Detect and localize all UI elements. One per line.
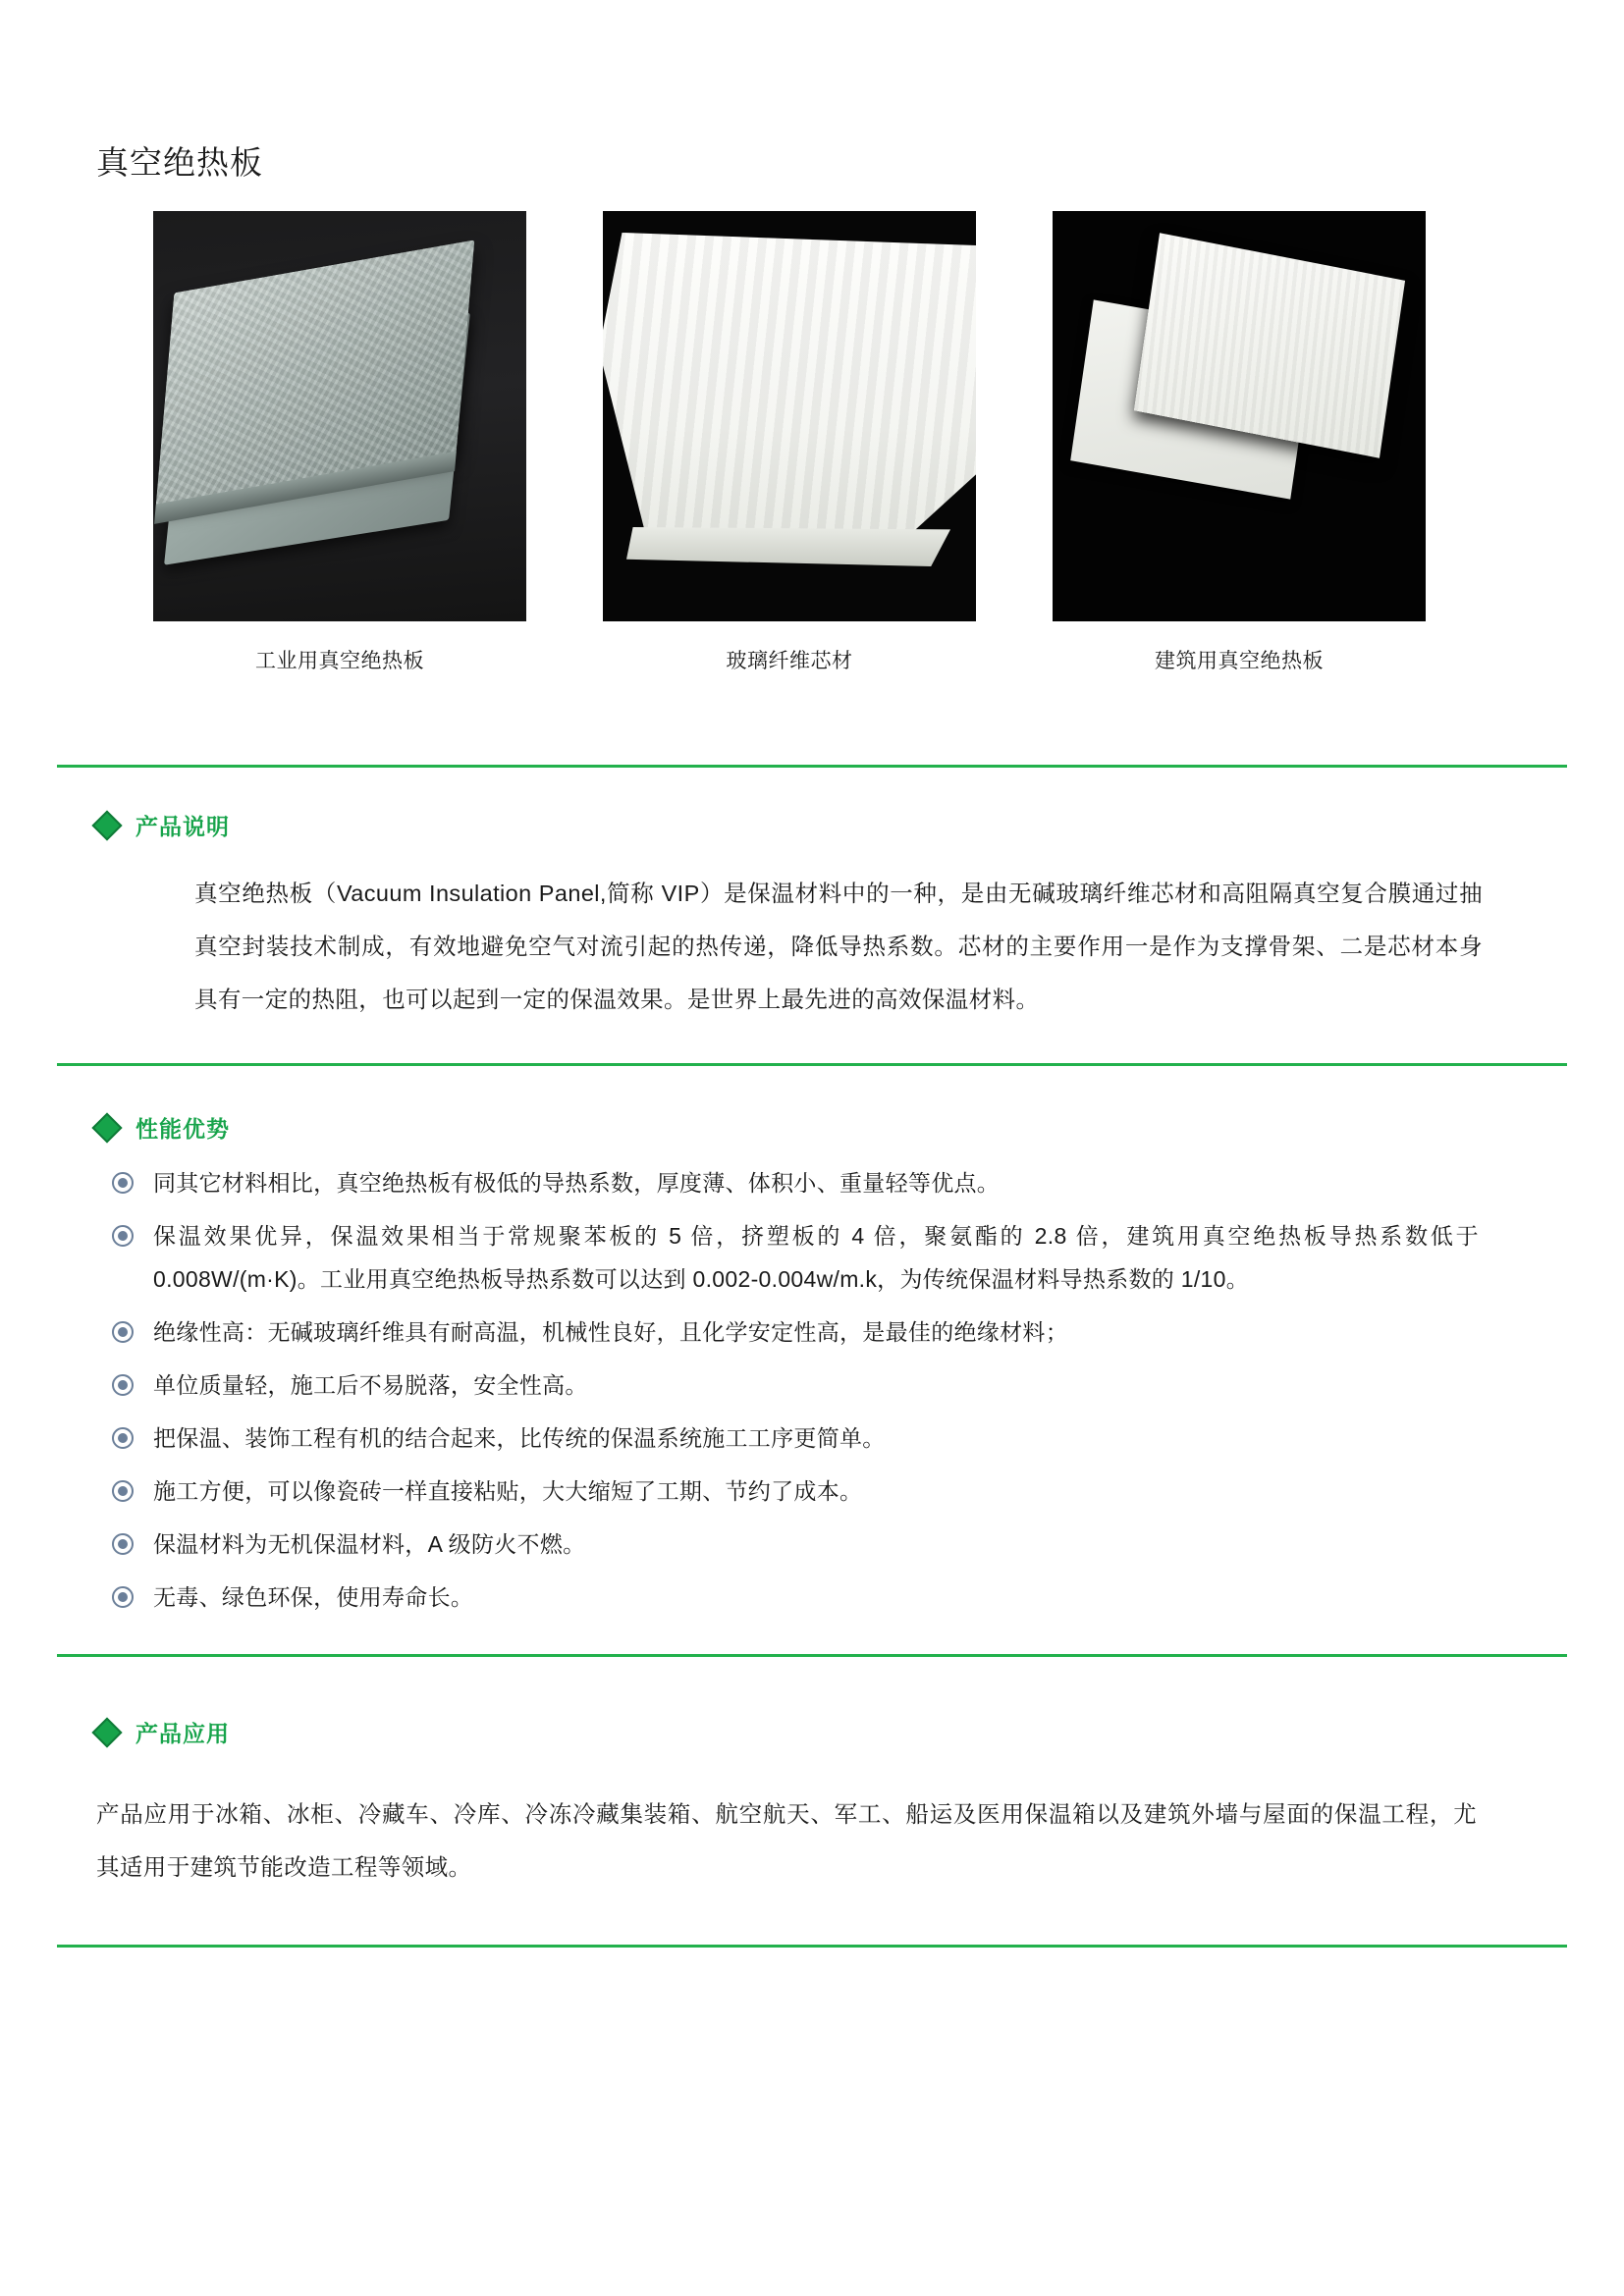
- section-heading-description: [57, 809, 1567, 841]
- target-bullet-icon: [112, 1480, 134, 1502]
- list-item: [96, 1363, 1479, 1407]
- list-item-text: 无毒、绿色环保，使用寿命长。: [153, 1584, 474, 1610]
- diamond-icon: [91, 1717, 122, 1747]
- section-heading-application: [57, 1716, 1567, 1748]
- list-item-text: 绝缘性高：无碱玻璃纤维具有耐高温，机械性良好，且化学安定性高，是最佳的绝缘材料；: [153, 1319, 1068, 1345]
- industrial-vacuum-insulation-panel-photo: [153, 211, 526, 621]
- gallery-caption: 工业用真空绝热板: [255, 650, 424, 672]
- gallery-caption: 玻璃纤维芯材: [726, 650, 853, 672]
- list-item: [96, 1469, 1479, 1513]
- target-bullet-icon: [112, 1533, 134, 1555]
- divider-rule-top: [57, 765, 1567, 768]
- target-bullet-icon: [112, 1321, 134, 1343]
- list-item-text: 单位质量轻，施工后不易脱落，安全性高。: [153, 1372, 588, 1398]
- product-image-gallery: [57, 211, 1567, 674]
- section-title: 产品说明: [135, 814, 230, 839]
- target-bullet-icon: [112, 1225, 134, 1247]
- diamond-icon: [91, 810, 122, 840]
- section-title: 性能优势: [135, 1116, 230, 1142]
- glass-fiber-core-material-photo: [603, 211, 976, 621]
- list-item-text: 保温材料为无机保温材料，A 级防火不燃。: [153, 1531, 586, 1557]
- target-bullet-icon: [112, 1586, 134, 1608]
- diamond-icon: [91, 1112, 122, 1143]
- gallery-caption: 建筑用真空绝热板: [1155, 650, 1324, 672]
- list-item-text: 保温效果优异，保温效果相当于常规聚苯板的 5 倍，挤塑板的 4 倍，聚氨酯的 2.8 倍，建筑用真空绝热板导热系数低于 0.008W/(m·K)。工业用真空绝热板导热系数可以达到 0.002-0.004w/m.k，为传统保温材料导热系数的 1/10。: [153, 1223, 1479, 1292]
- target-bullet-icon: [112, 1172, 134, 1194]
- gallery-item: [153, 211, 526, 674]
- divider-rule-after-advantages: [57, 1654, 1567, 1657]
- application-paragraph: 产品应用于冰箱、冰柜、冷藏车、冷库、冷冻冷藏集装箱、航空航天、军工、船运及医用保温箱以及建筑外墙与屋面的保温工程，尤其适用于建筑节能改造工程等领域。: [96, 1801, 1477, 1880]
- advantages-list: [96, 1161, 1479, 1619]
- list-item: [96, 1575, 1479, 1619]
- gallery-item: [603, 211, 976, 674]
- list-item-text: 同其它材料相比，真空绝热板有极低的导热系数，厚度薄、体积小、重量轻等优点。: [153, 1170, 1001, 1196]
- list-item: [96, 1214, 1479, 1301]
- gallery-item: [1053, 211, 1426, 674]
- list-item: [96, 1522, 1479, 1566]
- page-title: 真空绝热板: [96, 144, 263, 181]
- list-item-text: 把保温、装饰工程有机的结合起来，比传统的保温系统施工工序更简单。: [153, 1425, 886, 1451]
- section-heading-advantages: [57, 1111, 1567, 1144]
- target-bullet-icon: [112, 1427, 134, 1449]
- list-item-text: 施工方便，可以像瓷砖一样直接粘贴，大大缩短了工期、节约了成本。: [153, 1478, 863, 1504]
- list-item: [96, 1416, 1479, 1460]
- divider-rule-after-description: [57, 1063, 1567, 1066]
- list-item: [96, 1161, 1479, 1204]
- divider-rule-bottom: [57, 1945, 1567, 1948]
- list-item: [96, 1310, 1479, 1354]
- target-bullet-icon: [112, 1374, 134, 1396]
- description-paragraph: 真空绝热板（Vacuum Insulation Panel,简称 VIP）是保温材料中的一种，是由无碱玻璃纤维芯材和高阻隔真空复合膜通过抽真空封装技术制成，有效地避免空气对流引起的热传递，降低导热系数。芯材的主要作用一是作为支撑骨架、二是芯材本身具有一定的热阻，也可以起到一定的保温效果。是世界上最先进的高效保温材料。: [194, 881, 1483, 1012]
- section-title: 产品应用: [135, 1721, 230, 1746]
- architectural-vacuum-insulation-panel-photo: [1053, 211, 1426, 621]
